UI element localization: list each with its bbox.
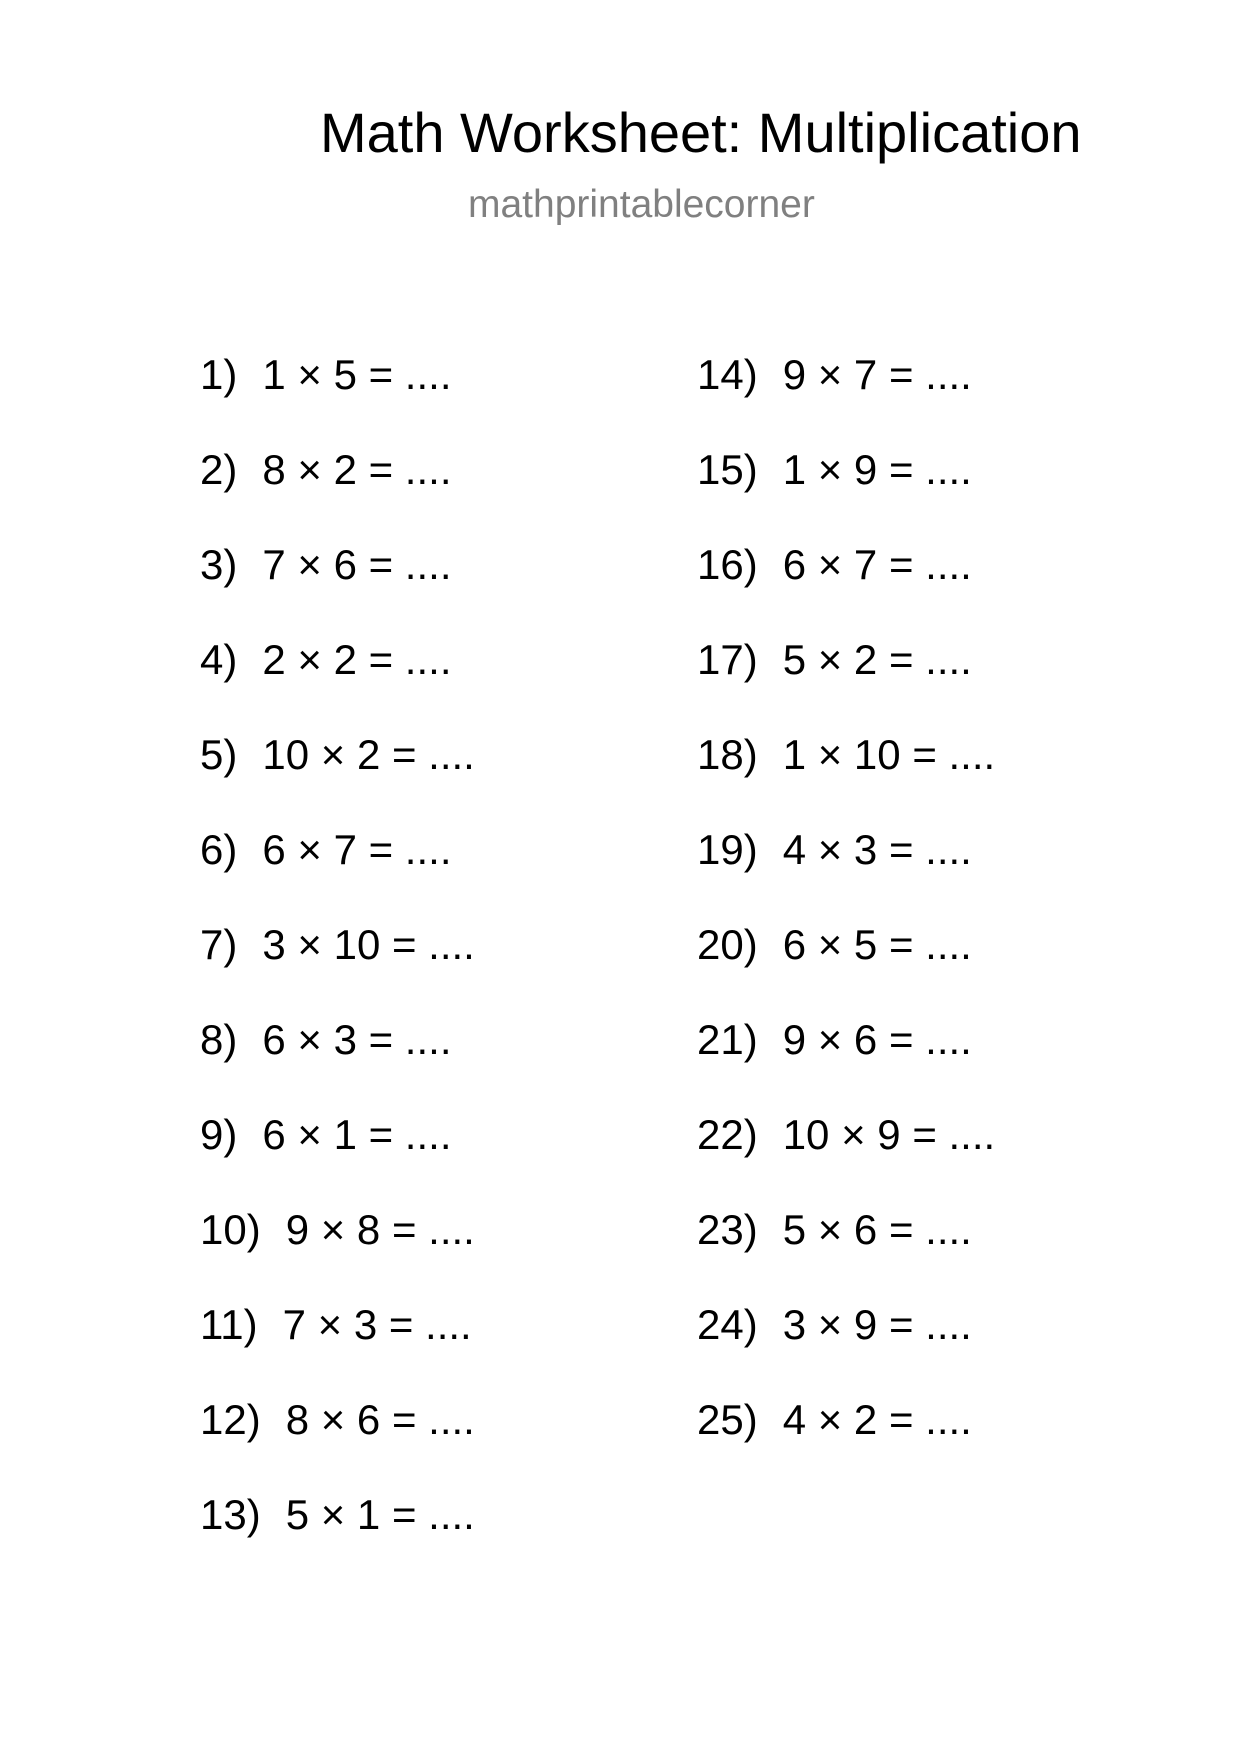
problem-number: 20) bbox=[697, 921, 758, 968]
site-name: mathprintablecorner bbox=[468, 183, 815, 226]
problem-item bbox=[697, 920, 995, 1015]
problem-expression: 4 × 3 = .... bbox=[782, 826, 972, 873]
problem-number: 5) bbox=[200, 731, 238, 778]
problem-number: 17) bbox=[697, 636, 758, 683]
problem-number: 18) bbox=[697, 731, 758, 778]
problem-item bbox=[200, 1110, 475, 1205]
problem-item bbox=[697, 1015, 995, 1110]
problem-expression: 1 × 10 = .... bbox=[782, 731, 996, 778]
problem-item bbox=[200, 920, 475, 1015]
problem-number: 24) bbox=[697, 1301, 758, 1348]
problem-number: 23) bbox=[697, 1206, 758, 1253]
problem-expression: 4 × 2 = .... bbox=[782, 1396, 972, 1443]
problem-item bbox=[697, 825, 995, 920]
problem-number: 12) bbox=[200, 1396, 261, 1443]
problem-number: 22) bbox=[697, 1111, 758, 1158]
problem-number: 1) bbox=[200, 351, 238, 398]
problem-item bbox=[697, 1205, 995, 1300]
problem-expression: 3 × 10 = .... bbox=[262, 921, 475, 968]
problem-item bbox=[697, 445, 995, 540]
problem-expression: 1 × 9 = .... bbox=[782, 446, 972, 493]
page-title: Math Worksheet: Multiplication bbox=[320, 101, 1082, 164]
problem-number: 16) bbox=[697, 541, 758, 588]
problem-item bbox=[200, 1490, 475, 1585]
problem-number: 8) bbox=[200, 1016, 238, 1063]
problem-number: 13) bbox=[200, 1491, 261, 1538]
problem-item bbox=[200, 730, 475, 825]
problem-number: 4) bbox=[200, 636, 238, 683]
problem-item bbox=[697, 730, 995, 825]
problem-number: 19) bbox=[697, 826, 758, 873]
problem-number: 9) bbox=[200, 1111, 238, 1158]
problem-number: 7) bbox=[200, 921, 238, 968]
problem-expression: 9 × 6 = .... bbox=[782, 1016, 972, 1063]
problem-expression: 9 × 7 = .... bbox=[782, 351, 972, 398]
problem-item bbox=[200, 635, 475, 730]
problem-item bbox=[697, 1395, 995, 1490]
problem-item bbox=[200, 445, 475, 540]
problem-expression: 5 × 1 = .... bbox=[285, 1491, 475, 1538]
problem-expression: 9 × 8 = .... bbox=[285, 1206, 475, 1253]
problem-number: 10) bbox=[200, 1206, 261, 1253]
problem-item bbox=[200, 540, 475, 635]
problem-expression: 8 × 6 = .... bbox=[285, 1396, 475, 1443]
problem-expression: 7 × 6 = .... bbox=[262, 541, 452, 588]
problem-item bbox=[697, 1110, 995, 1205]
problem-expression: 10 × 2 = .... bbox=[262, 731, 475, 778]
problem-number: 2) bbox=[200, 446, 238, 493]
problem-expression: 6 × 7 = .... bbox=[262, 826, 452, 873]
problem-item bbox=[200, 825, 475, 920]
problem-number: 11) bbox=[200, 1301, 258, 1348]
problem-expression: 6 × 3 = .... bbox=[262, 1016, 452, 1063]
problem-expression: 8 × 2 = .... bbox=[262, 446, 452, 493]
problem-expression: 5 × 6 = .... bbox=[782, 1206, 972, 1253]
problem-item bbox=[697, 540, 995, 635]
problem-item bbox=[697, 1300, 995, 1395]
problem-expression: 6 × 5 = .... bbox=[782, 921, 972, 968]
problem-number: 14) bbox=[697, 351, 758, 398]
problem-list-left bbox=[200, 350, 475, 1585]
problem-expression: 7 × 3 = .... bbox=[282, 1301, 472, 1348]
problem-item bbox=[697, 350, 995, 445]
problem-list-right bbox=[697, 350, 995, 1490]
problem-item bbox=[200, 350, 475, 445]
problem-item bbox=[200, 1015, 475, 1110]
problem-item bbox=[697, 635, 995, 730]
problem-expression: 6 × 1 = .... bbox=[262, 1111, 452, 1158]
problem-number: 15) bbox=[697, 446, 758, 493]
problem-number: 21) bbox=[697, 1016, 758, 1063]
problem-item bbox=[200, 1205, 475, 1300]
problem-number: 25) bbox=[697, 1396, 758, 1443]
problem-number: 3) bbox=[200, 541, 238, 588]
problem-expression: 5 × 2 = .... bbox=[782, 636, 972, 683]
problem-expression: 3 × 9 = .... bbox=[782, 1301, 972, 1348]
problem-number: 6) bbox=[200, 826, 238, 873]
problem-expression: 6 × 7 = .... bbox=[782, 541, 972, 588]
problem-expression: 10 × 9 = .... bbox=[782, 1111, 996, 1158]
problem-item bbox=[200, 1395, 475, 1490]
problem-expression: 2 × 2 = .... bbox=[262, 636, 452, 683]
problem-item bbox=[200, 1300, 475, 1395]
problem-expression: 1 × 5 = .... bbox=[262, 351, 452, 398]
